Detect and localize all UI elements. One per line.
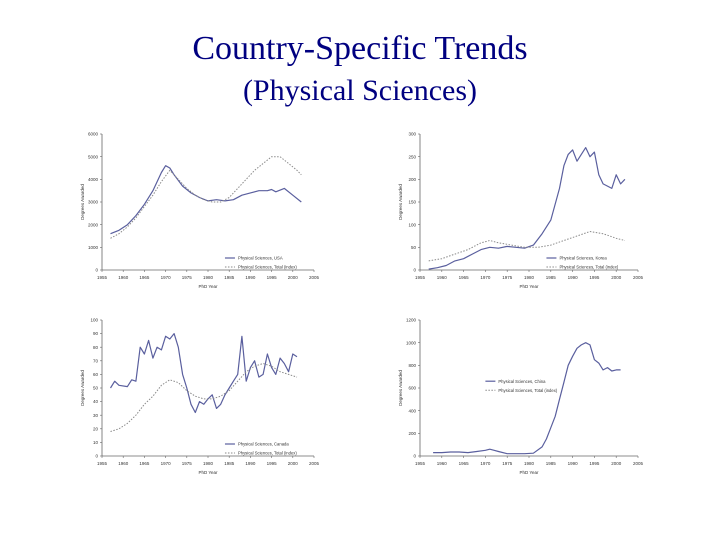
- x-tick-label: 1965: [139, 275, 150, 280]
- y-tick-label: 30: [92, 412, 98, 418]
- x-tick-label: 1995: [589, 461, 600, 466]
- y-tick-label: 2000: [87, 222, 98, 228]
- y-axis-label: Degrees Awarded: [80, 370, 85, 406]
- y-tick-label: 150: [408, 199, 416, 205]
- slide-subtitle: (Physical Sciences): [242, 74, 478, 107]
- y-tick-label: 70: [92, 358, 98, 364]
- x-tick-label: 1995: [266, 461, 277, 466]
- y-tick-label: 250: [408, 154, 416, 160]
- x-tick-label: 1955: [96, 275, 108, 280]
- x-tick-label: 1985: [224, 461, 235, 466]
- y-tick-label: 40: [92, 399, 98, 405]
- x-tick-label: 1985: [224, 275, 235, 280]
- legend-entry: Physical Sciences, Canada: [237, 441, 289, 447]
- legend-entry: Physical Sciences, Korea: [559, 255, 607, 261]
- y-tick-label: 3000: [87, 199, 98, 205]
- x-tick-label: 2000: [611, 461, 622, 466]
- y-tick-label: 0: [413, 453, 416, 459]
- chart-china: [396, 314, 644, 478]
- y-tick-label: 10: [92, 440, 98, 445]
- x-tick-label: 1995: [589, 275, 600, 280]
- x-tick-label: 2005: [632, 275, 644, 280]
- x-tick-label: 1985: [545, 275, 556, 280]
- y-axis-label: Degrees Awarded: [398, 370, 403, 406]
- x-tick-label: 1980: [202, 461, 214, 466]
- y-tick-label: 600: [408, 385, 416, 391]
- x-tick-label: 1990: [567, 275, 578, 280]
- chart-usa: [78, 128, 320, 292]
- y-tick-label: 800: [408, 362, 416, 368]
- y-tick-label: 0: [95, 453, 98, 459]
- y-tick-label: 400: [408, 408, 416, 414]
- x-tick-label: 2005: [632, 461, 644, 466]
- y-tick-label: 20: [92, 426, 98, 432]
- x-axis-label: PhD Year: [519, 284, 539, 289]
- legend-entry: Physical Sciences, Total (index): [237, 264, 297, 270]
- x-tick-label: 1975: [181, 275, 192, 280]
- x-tick-label: 1975: [502, 461, 513, 466]
- y-tick-label: 1200: [405, 317, 416, 323]
- y-tick-label: 50: [92, 385, 98, 391]
- x-tick-label: 2000: [287, 461, 298, 466]
- x-tick-label: 1990: [245, 275, 256, 280]
- x-tick-label: 1955: [96, 461, 108, 466]
- x-tick-label: 1965: [139, 461, 150, 466]
- x-tick-label: 1980: [523, 461, 535, 466]
- y-tick-label: 1000: [87, 244, 98, 250]
- y-axis-label: Degrees Awarded: [80, 184, 85, 220]
- legend-entry: Physical Sciences, USA: [237, 255, 283, 261]
- x-tick-label: 1995: [266, 275, 277, 280]
- series-line: [111, 364, 298, 432]
- y-tick-label: 0: [413, 267, 416, 273]
- x-axis-label: PhD Year: [198, 284, 218, 289]
- x-tick-label: 1960: [118, 275, 129, 280]
- x-tick-label: 1960: [436, 461, 447, 466]
- x-tick-label: 1955: [414, 461, 426, 466]
- x-tick-label: 1970: [160, 461, 171, 466]
- series-line: [429, 148, 625, 270]
- x-tick-label: 1960: [436, 275, 447, 280]
- series-line: [111, 334, 298, 413]
- y-tick-label: 200: [408, 176, 416, 182]
- legend-entry: Physical Sciences, Total (index): [498, 387, 558, 393]
- x-tick-label: 1960: [118, 461, 129, 466]
- y-tick-label: 60: [92, 372, 98, 377]
- y-tick-label: 6000: [87, 131, 98, 137]
- x-tick-label: 2005: [308, 461, 320, 466]
- series-line: [433, 343, 620, 454]
- x-tick-label: 1965: [458, 275, 469, 280]
- x-tick-label: 1970: [160, 275, 171, 280]
- x-tick-label: 1990: [245, 461, 256, 466]
- y-tick-label: 100: [408, 222, 416, 228]
- y-tick-label: 200: [408, 430, 416, 436]
- x-tick-label: 2005: [308, 275, 320, 280]
- x-axis-label: PhD Year: [198, 470, 218, 475]
- y-axis-label: Degrees Awarded: [398, 184, 403, 220]
- chart-canada: [78, 314, 320, 478]
- legend-entry: Physical Sciences, China: [498, 378, 546, 384]
- legend-entry: Physical Sciences, Total (index): [237, 450, 297, 456]
- x-tick-label: 1980: [202, 275, 214, 280]
- y-tick-label: 4000: [87, 176, 98, 182]
- y-tick-label: 100: [90, 317, 98, 323]
- y-tick-label: 0: [95, 267, 98, 273]
- legend-entry: Physical Sciences, Total (index): [559, 264, 619, 270]
- x-axis-label: PhD Year: [519, 470, 539, 475]
- chart-korea: [396, 128, 644, 292]
- y-tick-label: 1000: [405, 340, 416, 346]
- x-tick-label: 1965: [458, 461, 469, 466]
- series-line: [111, 166, 302, 234]
- x-tick-label: 1990: [567, 461, 578, 466]
- slide-title: Country-Specific Trends: [192, 30, 528, 67]
- series-line: [111, 157, 302, 239]
- x-tick-label: 1975: [502, 275, 513, 280]
- x-tick-label: 2000: [287, 275, 298, 280]
- x-tick-label: 1985: [545, 461, 556, 466]
- x-tick-label: 2000: [611, 275, 622, 280]
- x-tick-label: 1955: [414, 275, 426, 280]
- y-tick-label: 80: [92, 344, 98, 350]
- y-tick-label: 5000: [87, 154, 98, 160]
- x-tick-label: 1975: [181, 461, 192, 466]
- y-tick-label: 90: [92, 331, 98, 337]
- x-tick-label: 1970: [480, 275, 491, 280]
- x-tick-label: 1980: [523, 275, 535, 280]
- x-tick-label: 1970: [480, 461, 491, 466]
- y-tick-label: 50: [410, 244, 416, 250]
- y-tick-label: 300: [408, 131, 416, 137]
